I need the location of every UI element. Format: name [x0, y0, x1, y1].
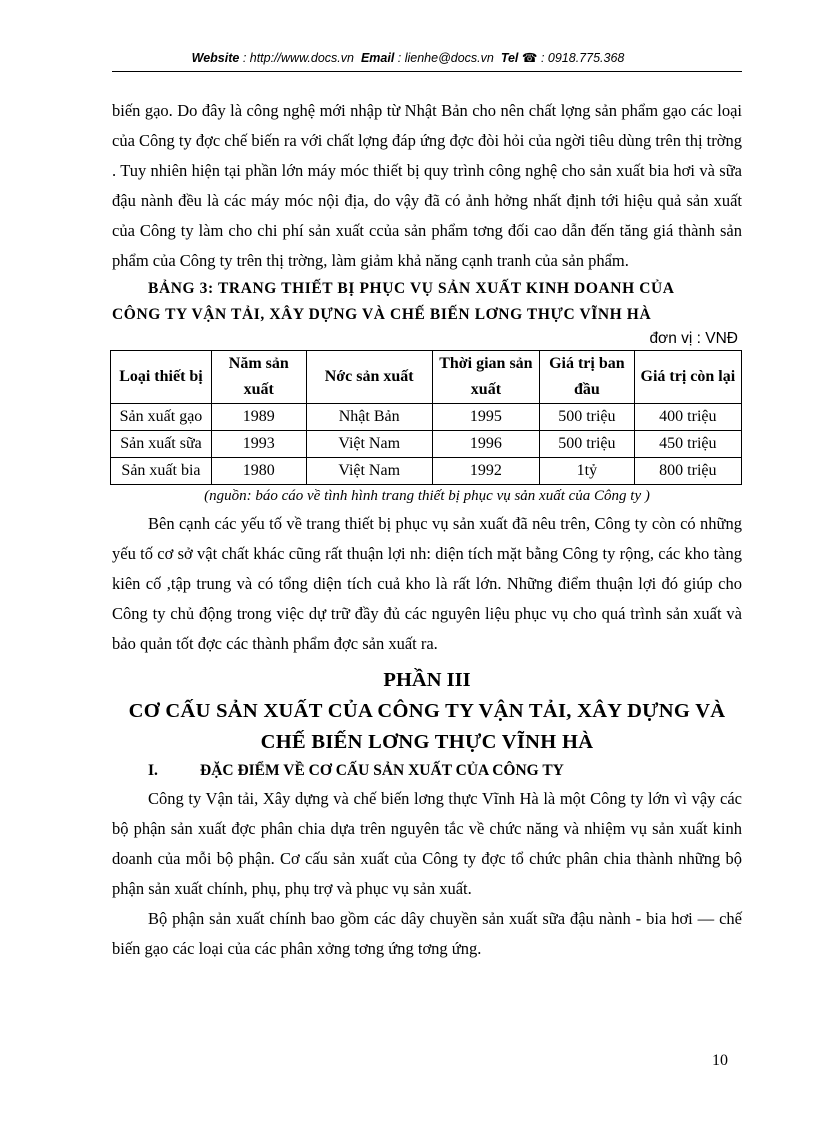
- header-divider: [112, 71, 742, 72]
- website-value: : http://www.docs.vn: [242, 51, 354, 65]
- cell-equipment-type: Sản xuất sữa: [111, 431, 212, 458]
- cell-initial-value: 500 triệu: [540, 404, 635, 431]
- cell-production-time: 1992: [432, 458, 539, 485]
- section-number: I.: [148, 762, 158, 779]
- part-subtitle-line-2: CHẾ BIẾN LƠNG THỰC VĨNH HÀ: [260, 731, 594, 753]
- table-source-note: (nguồn: báo cáo về tình hình trang thiết bị phục vụ sản xuất của Công ty ): [204, 488, 650, 504]
- cell-origin-country: Việt Nam: [306, 458, 432, 485]
- cell-origin-country: Việt Nam: [306, 431, 432, 458]
- cell-equipment-type: Sản xuất gạo: [111, 404, 212, 431]
- table-header-row: [111, 351, 742, 404]
- cell-manufacture-year: 1980: [211, 458, 306, 485]
- table-row: [111, 431, 742, 458]
- header-initial-value: Giá trị ban đầu: [540, 351, 635, 404]
- cell-production-time: 1995: [432, 404, 539, 431]
- cell-manufacture-year: 1989: [211, 404, 306, 431]
- header-remaining-value: Giá trị còn lại: [634, 351, 741, 404]
- cell-remaining-value: 400 triệu: [634, 404, 741, 431]
- tel-label: Tel ☎: [500, 51, 538, 65]
- cell-manufacture-year: 1993: [211, 431, 306, 458]
- tel-value: : 0918.775.368: [540, 51, 625, 65]
- table-unit: đơn vị : VNĐ: [649, 330, 738, 347]
- part-title: PHẦN III: [383, 669, 471, 691]
- cell-origin-country: Nhật Bản: [306, 404, 432, 431]
- section-heading: [112, 758, 742, 784]
- header-manufacture-year: Năm sản xuất: [211, 351, 306, 404]
- page-content: [112, 96, 742, 964]
- cell-remaining-value: 450 triệu: [634, 431, 741, 458]
- equipment-table: [110, 350, 742, 485]
- cell-initial-value: 1tỷ: [540, 458, 635, 485]
- email-value: : lienhe@docs.vn: [397, 51, 494, 65]
- email-label: Email: [360, 51, 395, 65]
- paragraph-4: Bộ phận sản xuất chính bao gồm các dây chuyền sản xuất sữa đậu nành - bia hơi — chế biến gạo các loại của các phân xởng tơng ứng tơng ứng.: [112, 909, 742, 958]
- website-label: Website: [191, 51, 240, 65]
- header-production-time: Thời gian sản xuất: [432, 351, 539, 404]
- table-title-line-2: CÔNG TY VẬN TẢI, XÂY DỰNG VÀ CHẾ BIẾN LƠNG THỰC VĨNH HÀ: [112, 306, 652, 323]
- page-header: [0, 50, 816, 65]
- section-title: ĐẶC ĐIỂM VỀ CƠ CẤU SẢN XUẤT CỦA CÔNG TY: [200, 762, 564, 779]
- paragraph-2: Bên cạnh các yếu tố về trang thiết bị phục vụ sản xuất đã nêu trên, Công ty còn có những yếu tố cơ sở vật chất khác cũng rất thuận lợi nh: diện tích mặt bằng Công ty rộng, các kho tàng kiên cố ,tập trung và có tổng diện tích cuả kho là rất lớn. Những điểm thuận lợi đó giúp cho Công ty chủ động trong việc dự trữ đầy đủ các nguyên liệu phục vụ cho quá trình sản xuất và bảo quản tốt đợc các thành phẩm đợc sản xuất ra.: [112, 514, 742, 653]
- table-row: [111, 458, 742, 485]
- cell-equipment-type: Sản xuất bia: [111, 458, 212, 485]
- header-equipment-type: Loại thiết bị: [111, 351, 212, 404]
- paragraph-1: biến gạo. Do đây là công nghệ mới nhập từ Nhật Bản cho nên chất lợng sản phẩm gạo các loại của Công ty đợc chế biến ra với chất lợng đáp ứng đợc đòi hỏi của ngời tiêu dùng trên thị trờng . Tuy nhiên hiện tại phần lớn máy móc thiết bị quy trình công nghệ cho sản xuất bia hơi và sữa đậu nành đều là các máy móc nội địa, do vậy đã có ảnh hởng nhất định tới hiệu quả sản xuất của Công ty làm cho chi phí sản xuất ccủa sản phẩm tơng đối cao dẫn đến tăng giá thành sản phẩm của Công ty trên thị trờng, làm giảm khả năng cạnh tranh của sản phẩm.: [112, 101, 742, 270]
- header-origin-country: Nớc sản xuất: [306, 351, 432, 404]
- page-number: 10: [712, 1052, 728, 1069]
- table-row: [111, 404, 742, 431]
- table-title-line-1: BẢNG 3: TRANG THIẾT BỊ PHỤC VỤ SẢN XUẤT KINH DOANH CỦA: [148, 280, 675, 297]
- cell-remaining-value: 800 triệu: [634, 458, 741, 485]
- cell-initial-value: 500 triệu: [540, 431, 635, 458]
- paragraph-3: Công ty Vận tải, Xây dựng và chế biến lơng thực Vĩnh Hà là một Công ty lớn vì vậy các bộ phận sản xuất đợc phân chia dựa trên nguyên tắc về chức năng và nhiệm vụ sản xuất kinh doanh của mỗi bộ phận. Cơ cấu sản xuất của Công ty đợc tổ chức phân chia thành những bộ phận sản xuất chính, phụ, phụ trợ và phục vụ sản xuất.: [112, 789, 742, 898]
- part-subtitle-line-1: CƠ CẤU SẢN XUẤT CỦA CÔNG TY VẬN TẢI, XÂY DỰNG VÀ: [128, 700, 726, 722]
- cell-production-time: 1996: [432, 431, 539, 458]
